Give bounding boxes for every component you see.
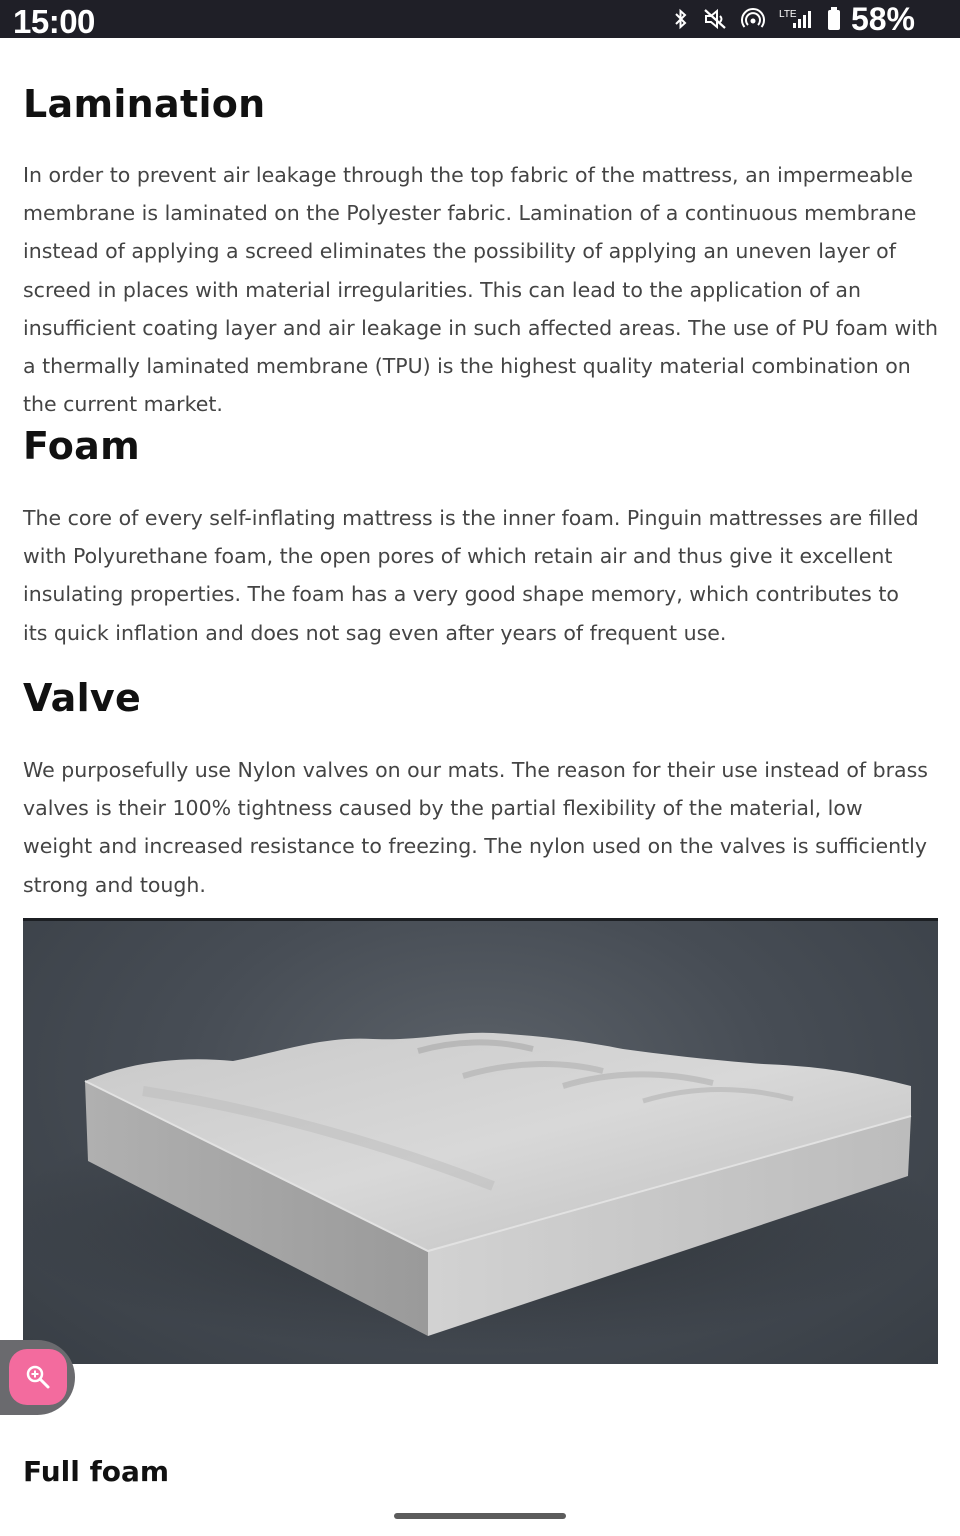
status-icons: [673, 0, 915, 38]
battery-percent: 58%: [850, 1, 915, 37]
section-body-valve: We purposefully use Nylon valves on our mats. The reason for their use instead of brass valves is their 100% tightness caused by the partial flexibility of the material, low weight and increased resistance to freezing. The nylon used on the valves is sufficiently strong and tough.: [23, 758, 928, 897]
zoom-button-inner[interactable]: [9, 1349, 67, 1405]
zoom-button[interactable]: [0, 1340, 75, 1415]
status-bar: [0, 0, 960, 38]
section-title-foam: Foam: [23, 424, 140, 468]
battery-icon: [827, 7, 841, 31]
svg-text:LTE: LTE: [778, 9, 797, 20]
bluetooth-icon: [673, 8, 689, 30]
hotspot-icon: [741, 8, 765, 30]
status-time: 15:00: [13, 3, 95, 40]
signal-icon: [779, 8, 813, 30]
section-title-full-foam: Full foam: [23, 1455, 170, 1488]
section-title-lamination: Lamination: [23, 82, 266, 126]
section-body-lamination: In order to prevent air leakage through the top fabric of the mattress, an impermeable membrane is laminated on the Polyester fabric. Lamination of a continuous membrane instead of applying a screed eliminates the possibility of applying an uneven layer of screed in places with material irregularities. This can lead to the application of an insufficient coating layer and air leakage in such affected areas. The use of PU foam with a thermally laminated membrane (TPU) is the highest quality material combination on the current market.: [23, 163, 938, 417]
mute-icon: [703, 8, 727, 30]
foam-block-image[interactable]: [23, 918, 938, 1364]
zoom-in-icon: [25, 1364, 51, 1390]
home-indicator[interactable]: [394, 1513, 566, 1519]
section-body-foam: The core of every self-inflating mattress is the inner foam. Pinguin mattresses are filled with Polyurethane foam, the open pores of which retain air and thus give it excellent insulating properties. The foam has a very good shape memory, which contributes to its quick inflation and does not sag even after years of frequent use.: [23, 506, 919, 645]
section-title-valve: Valve: [23, 676, 142, 720]
